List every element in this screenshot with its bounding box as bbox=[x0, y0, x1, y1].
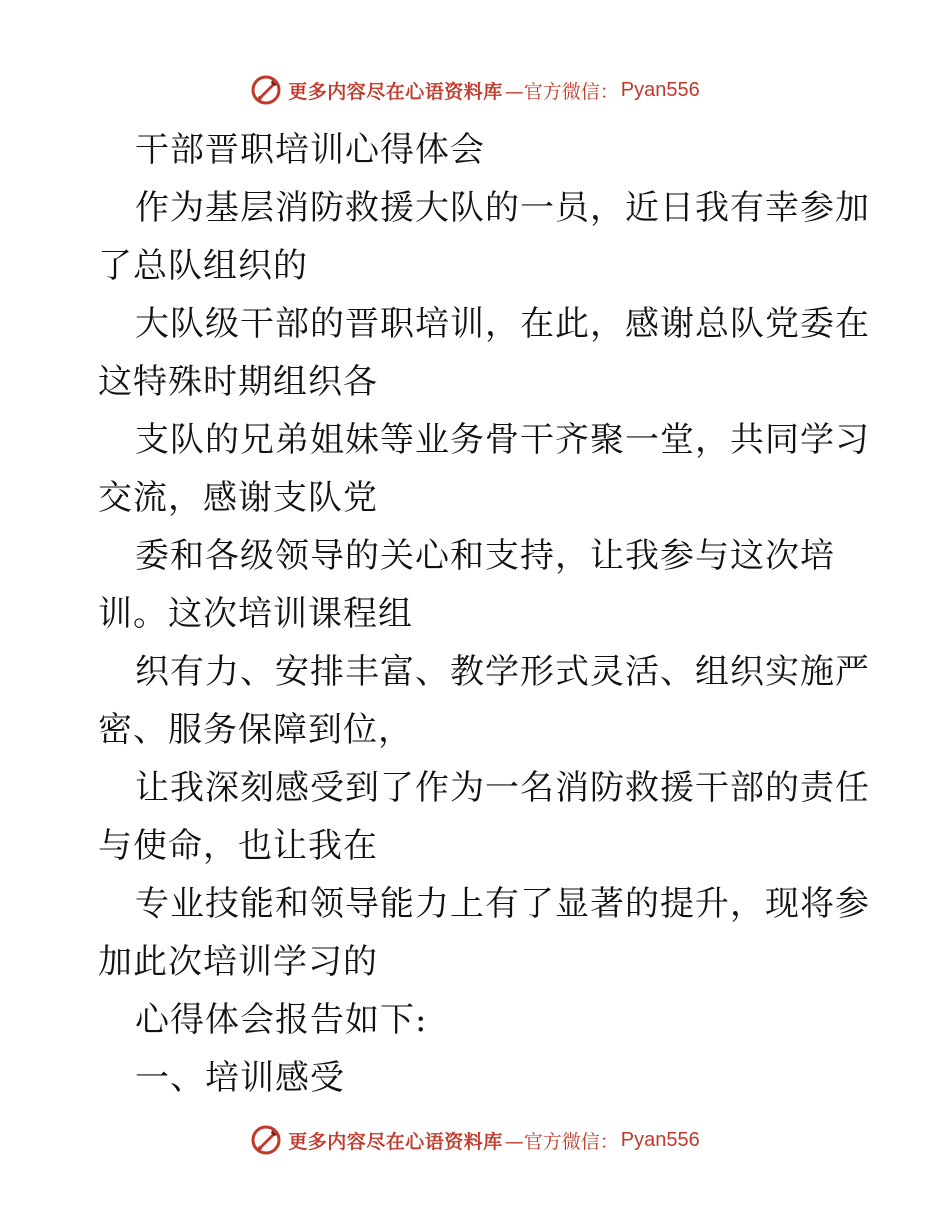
paragraph-line: 大队级干部的晋职培训，在此，感谢总队党委在 bbox=[135, 304, 870, 344]
watermark-wechat-id: Pyan556 bbox=[620, 78, 700, 101]
watermark-wechat-label: —官方微信： bbox=[504, 80, 619, 103]
paragraph-line: 交流，感谢支队党 bbox=[98, 478, 378, 518]
paragraph-line: 训。这次培训课程组 bbox=[98, 594, 413, 634]
paragraph-line: 委和各级领导的关心和支持，让我参与这次培 bbox=[135, 536, 835, 576]
watermark-brand-text: 更多内容尽在心语资料库 bbox=[288, 1130, 503, 1153]
document-title: 干部晋职培训心得体会 bbox=[135, 130, 485, 170]
paragraph-line: 加此次培训学习的 bbox=[98, 942, 378, 982]
paragraph-line: 这特殊时期组织各 bbox=[98, 362, 378, 402]
paragraph-line: 作为基层消防救援大队的一员，近日我有幸参加 bbox=[135, 188, 870, 228]
paragraph-line: 与使命，也让我在 bbox=[98, 826, 378, 866]
paragraph-line: 让我深刻感受到了作为一名消防救援干部的责任 bbox=[135, 768, 870, 808]
quill-logo-icon bbox=[250, 74, 282, 106]
watermark-brand-text: 更多内容尽在心语资料库 bbox=[288, 80, 503, 103]
quill-logo-icon bbox=[250, 1124, 282, 1156]
footer-watermark-banner bbox=[0, 1120, 950, 1160]
paragraph-line: 织有力、安排丰富、教学形式灵活、组织实施严 bbox=[135, 652, 870, 692]
paragraph-line: 密、服务保障到位， bbox=[98, 710, 413, 750]
section-heading: 一、培训感受 bbox=[135, 1058, 345, 1098]
paragraph-line: 支队的兄弟姐妹等业务骨干齐聚一堂，共同学习 bbox=[135, 420, 870, 460]
paragraph-line: 专业技能和领导能力上有了显著的提升，现将参 bbox=[135, 884, 870, 924]
watermark-wechat-id: Pyan556 bbox=[620, 1128, 700, 1151]
paragraph-line: 心得体会报告如下: bbox=[135, 1000, 428, 1040]
watermark-wechat-label: —官方微信： bbox=[504, 1130, 619, 1153]
header-watermark-banner bbox=[0, 70, 950, 110]
paragraph-line: 了总队组织的 bbox=[98, 246, 308, 286]
document-body bbox=[98, 121, 870, 1107]
